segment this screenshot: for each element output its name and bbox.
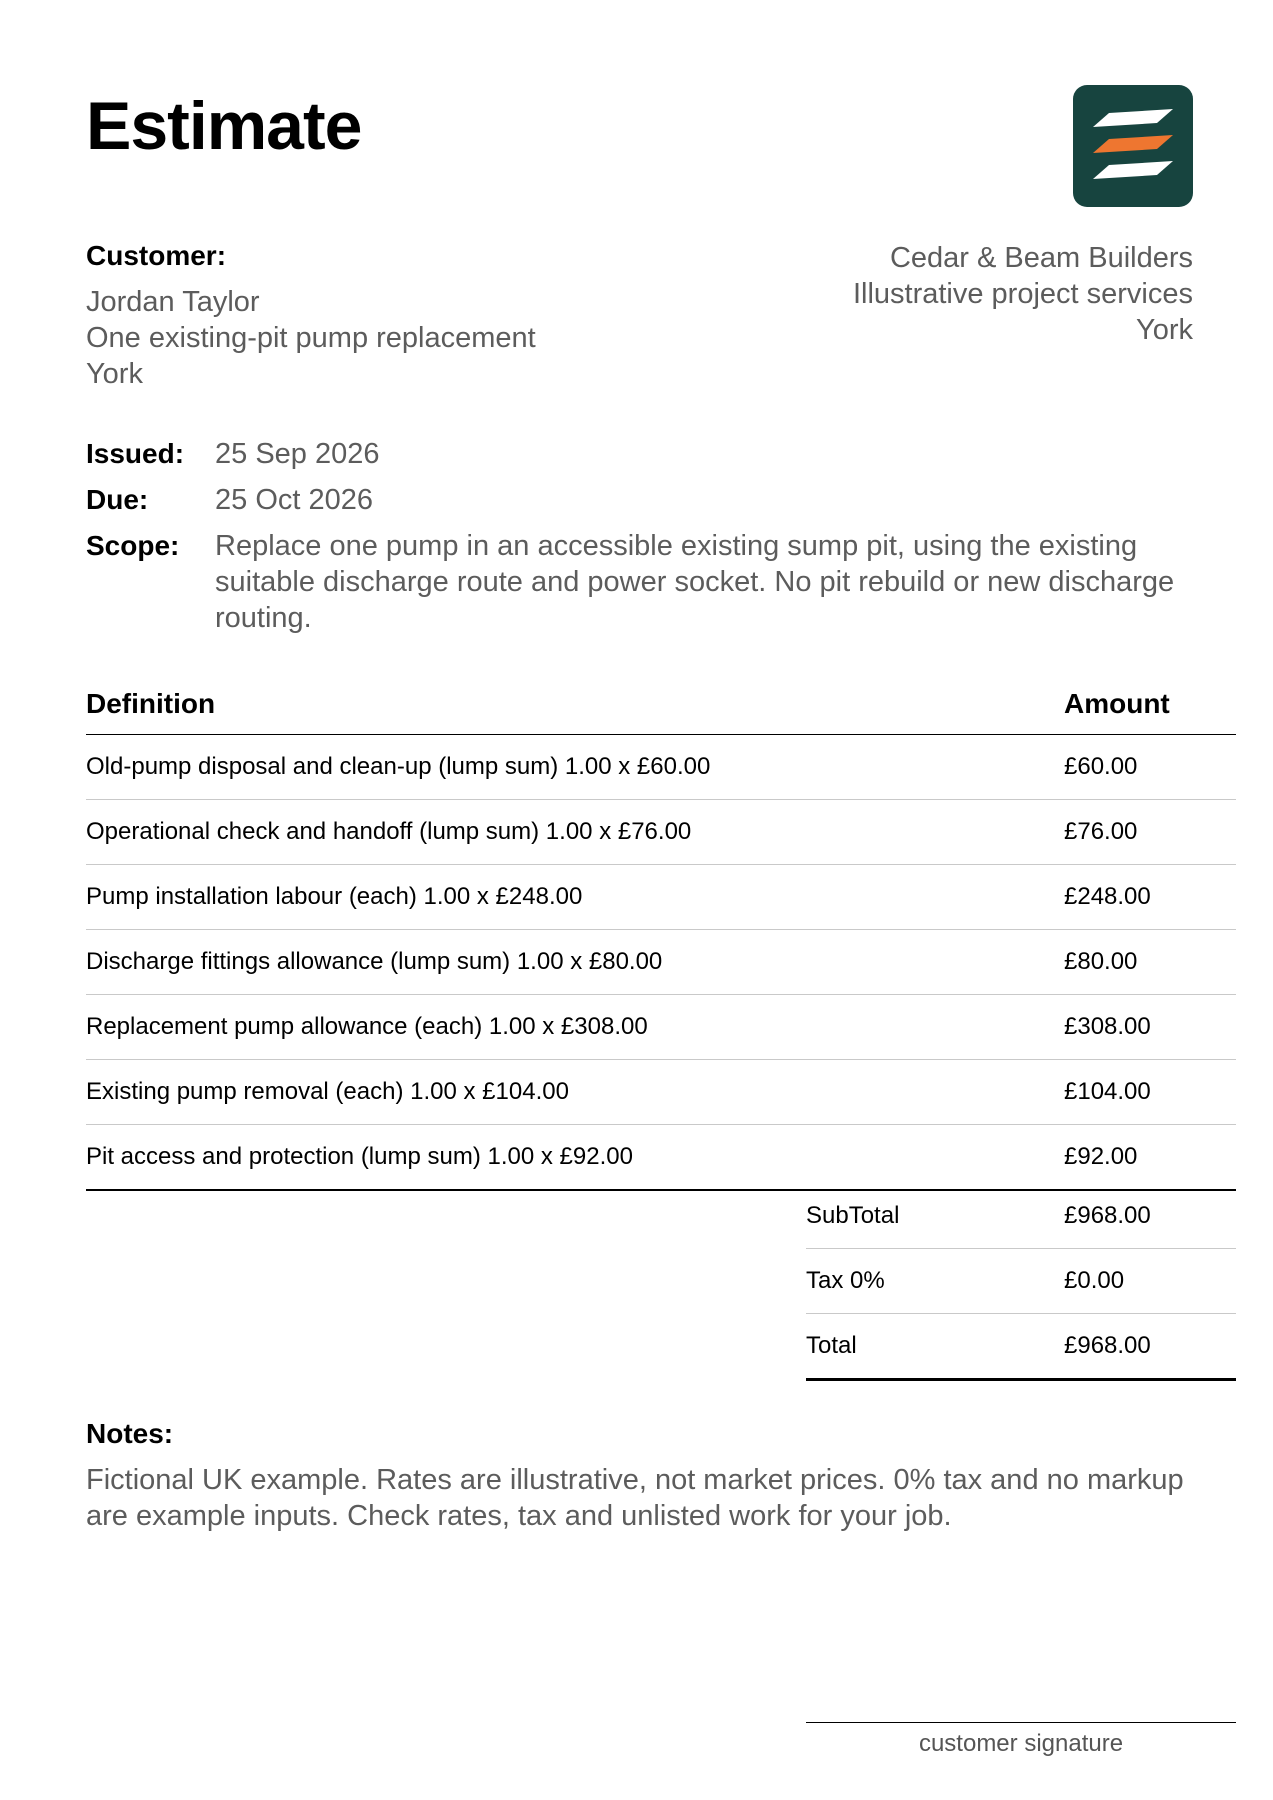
row-definition: Existing pump removal (each) 1.00 x £104.00 <box>86 1078 569 1105</box>
page-title: Estimate <box>86 88 362 164</box>
due-date: 25 Oct 2026 <box>215 484 373 516</box>
row-amount: £92.00 <box>1064 1143 1138 1170</box>
customer-block <box>86 284 536 392</box>
signature-label: customer signature <box>918 1730 1124 1757</box>
notes-text: Fictional UK example. Rates are illustrative, not market prices. 0% tax and no markup are example inputs. Check rates, tax and unlisted work for your job. <box>86 1464 1184 1532</box>
row-definition: Replacement pump allowance (each) 1.00 x £308.00 <box>86 1013 648 1040</box>
table-row <box>86 735 1236 800</box>
issued-row <box>86 436 1216 472</box>
signature-line <box>806 1722 1236 1723</box>
definition-header: Definition <box>86 688 216 719</box>
row-definition: Discharge fittings allowance (lump sum) 1.00 x £80.00 <box>86 948 663 975</box>
tax-label: Tax 0% <box>806 1267 885 1294</box>
stacked-planks-logo-icon <box>1073 85 1193 207</box>
tax-value: £0.00 <box>1064 1267 1125 1294</box>
scope-row <box>86 528 1216 636</box>
row-amount: £80.00 <box>1064 948 1138 975</box>
table-row <box>86 1125 1236 1191</box>
row-amount: £248.00 <box>1064 883 1151 910</box>
table-row <box>86 1060 1236 1125</box>
row-amount: £104.00 <box>1064 1078 1151 1105</box>
total-value: £968.00 <box>1064 1332 1151 1359</box>
row-definition: Operational check and handoff (lump sum) 1.00 x £76.00 <box>86 818 692 845</box>
customer-city: York <box>86 358 143 390</box>
subtotal-label: SubTotal <box>806 1202 900 1229</box>
total-label: Total <box>806 1332 857 1359</box>
customer-label: Customer: <box>86 240 227 271</box>
row-amount: £308.00 <box>1064 1013 1151 1040</box>
table-row <box>86 800 1236 865</box>
business-city: York <box>1136 314 1193 346</box>
company-logo-icon <box>1073 85 1193 207</box>
subtotal-value: £968.00 <box>1064 1202 1151 1229</box>
business-block <box>853 240 1193 348</box>
business-tagline: Illustrative project services <box>852 278 1193 310</box>
subtotal-row <box>806 1184 1236 1249</box>
scope-label: Scope: <box>86 530 180 561</box>
customer-project: One existing-pit pump replacement <box>86 322 536 354</box>
due-label: Due: <box>86 484 149 515</box>
totals-block <box>806 1184 1236 1381</box>
issued-date: 25 Sep 2026 <box>215 438 380 470</box>
row-definition: Pit access and protection (lump sum) 1.00 x £92.00 <box>86 1143 633 1170</box>
amount-header: Amount <box>1064 688 1170 719</box>
due-row <box>86 482 1216 518</box>
issued-label: Issued: <box>86 438 185 469</box>
row-amount: £60.00 <box>1064 753 1138 780</box>
line-items-table <box>86 688 1236 1191</box>
table-row <box>86 930 1236 995</box>
customer-name: Jordan Taylor <box>86 286 260 318</box>
table-header <box>86 688 1236 735</box>
table-row <box>86 995 1236 1060</box>
row-definition: Pump installation labour (each) 1.00 x £248.00 <box>86 883 583 910</box>
notes-label: Notes: <box>86 1418 174 1449</box>
business-name: Cedar & Beam Builders <box>889 242 1193 274</box>
table-row <box>86 865 1236 930</box>
tax-row <box>806 1249 1236 1314</box>
total-row <box>806 1314 1236 1381</box>
scope-text: Replace one pump in an accessible existing sump pit, using the existing suitable discharge route and power socket. No pit rebuild or new discharge routing. <box>215 530 1175 634</box>
row-amount: £76.00 <box>1064 818 1138 845</box>
row-definition: Old-pump disposal and clean-up (lump sum) 1.00 x £60.00 <box>86 753 711 780</box>
